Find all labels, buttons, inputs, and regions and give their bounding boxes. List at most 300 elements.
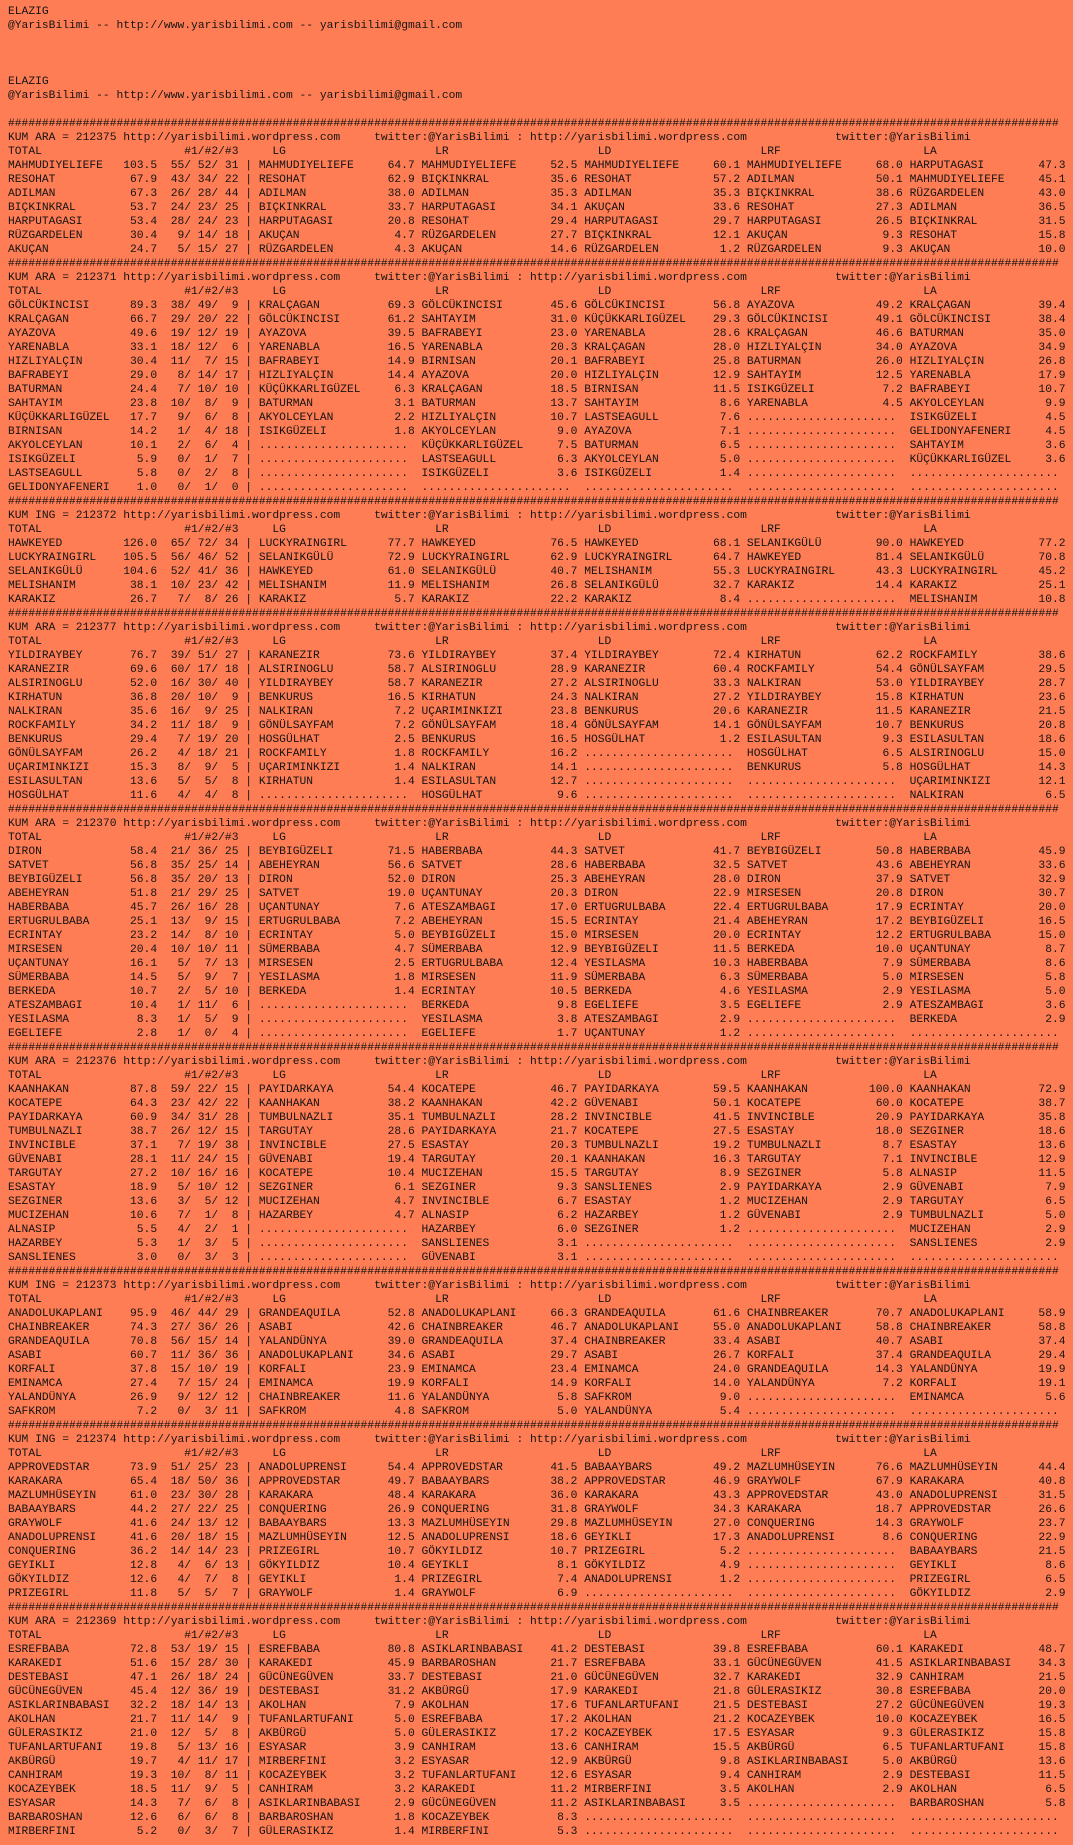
lg-runner-name: ISIKGÜZELI (258, 426, 327, 438)
lrf-runner-name: BIÇKINKRAL (746, 188, 815, 200)
lg-score: 5.0 (394, 930, 415, 942)
lg-score: 33.7 (387, 1672, 415, 1684)
runner-name: ATESZAMBAGI (8, 1000, 83, 1012)
ld-score: 2.9 (719, 1182, 741, 1194)
la-score: 35.8 (1038, 1112, 1066, 1124)
slash (211, 397, 218, 411)
lg-score: 1.8 (394, 1812, 415, 1824)
lg-runner-name: AKYOLCEYLAN (258, 412, 334, 424)
lr-runner-name: ALSIRINOGLU (421, 664, 497, 676)
lg-runner-name: HIZLIYALÇIN (258, 370, 334, 382)
slash (211, 1769, 218, 1783)
slash (211, 1643, 218, 1657)
runner-name: SATVET (8, 860, 49, 872)
column-divider (245, 1573, 252, 1587)
lrf-runner-name: ESILASULTAN (746, 734, 822, 746)
column-divider (245, 1531, 252, 1545)
slash (211, 593, 218, 607)
slash (184, 719, 191, 733)
place-count-3: 25 (224, 202, 239, 214)
la-score: 9.9 (1045, 398, 1066, 410)
slash (184, 1797, 191, 1811)
place-count-3: 23 (224, 1462, 239, 1474)
lg-score: 7.6 (394, 902, 415, 914)
ld-empty-filler: ...................... (584, 1252, 734, 1264)
column-lr: LR (435, 146, 449, 158)
lrf-runner-name: KARAKIZ (746, 580, 795, 592)
place-count-1: 4 (177, 1756, 185, 1768)
lr-score: 26.8 (550, 580, 578, 592)
place-count-3: 24 (224, 1378, 239, 1390)
lr-runner-name: HARPUTAGASI (421, 202, 497, 214)
place-count-1: 9 (177, 230, 185, 242)
lrf-runner-name: YALANDÜNYA (746, 1378, 815, 1390)
place-count-2: 10 (197, 384, 212, 396)
place-count-3: 8 (231, 1812, 239, 1824)
ld-runner-name: ASABI (584, 1350, 619, 1362)
slash (211, 985, 218, 999)
column-divider (245, 1349, 252, 1363)
slash (211, 1671, 218, 1685)
place-count-1: 0 (177, 482, 185, 494)
table-row (8, 1125, 1066, 1139)
lr-runner-name: YESILASMA (421, 1014, 483, 1026)
la-empty-filler: ...................... (909, 1812, 1059, 1824)
slash (211, 229, 218, 243)
runner-name: HIZLIYALÇIN (8, 356, 83, 368)
lr-score: 29.7 (550, 1350, 578, 1362)
slash (211, 1489, 218, 1503)
lr-score: 23.0 (550, 328, 578, 340)
column-lrf: LRF (760, 1294, 781, 1306)
lg-score: 77.7 (387, 538, 415, 550)
ld-score: 61.6 (713, 1308, 741, 1320)
lrf-score: 70.7 (875, 1308, 903, 1320)
lrf-runner-name: ISIKGÜZELI (746, 384, 815, 396)
ld-score: 5.0 (719, 454, 741, 466)
site-url: http://yarisbilimi.wordpress.com (123, 1056, 341, 1068)
lr-runner-name: MAZLUMHÜSEYIN (421, 1518, 510, 1530)
lr-score: 12.6 (550, 1770, 578, 1782)
lg-runner-name: AKBÜRGÜ (258, 1728, 307, 1740)
lrf-score: 5.8 (882, 762, 903, 774)
place-count-3: 14 (224, 860, 239, 872)
slash (184, 1013, 191, 1027)
lr-runner-name: ABEHEYRAN (421, 916, 483, 928)
place-count-3: 28 (224, 1490, 239, 1502)
place-count-1: 24 (170, 202, 185, 214)
lg-runner-name: GEYIKLI (258, 1574, 307, 1586)
column-ld: LD (597, 1630, 612, 1642)
place-count-1: 27 (170, 1322, 185, 1334)
lg-score: 1.8 (394, 972, 415, 984)
table-row (8, 313, 1066, 327)
slash (211, 1685, 218, 1699)
lrf-empty-filler: ...................... (746, 1826, 897, 1838)
lr-runner-name: RÜZGARDELEN (421, 230, 497, 242)
lr-score: 20.3 (550, 342, 578, 354)
slash (184, 1167, 191, 1181)
lr-score: 11.2 (550, 1784, 578, 1796)
place-count-1: 11 (170, 1154, 185, 1166)
lrf-runner-name: HARPUTAGASI (746, 216, 822, 228)
column-header-line (8, 831, 1066, 845)
column-divider (245, 593, 252, 607)
lr-runner-name: YALANDÜNYA (421, 1392, 490, 1404)
slash (211, 1237, 218, 1251)
lrf-runner-name: EGELIEFE (746, 1000, 802, 1012)
lrf-runner-name: PAYIDARKAYA (746, 1182, 822, 1194)
slash (184, 1489, 191, 1503)
slash (184, 789, 191, 803)
place-count-1: 39 (170, 650, 185, 662)
lr-runner-name: TUFANLARTUFANI (421, 1770, 517, 1782)
lr-runner-name: MELISHANIM (421, 580, 490, 592)
la-score: 40.8 (1038, 1476, 1066, 1488)
total-score: 12.6 (130, 1812, 158, 1824)
lr-runner-name: ECRINTAY (421, 986, 476, 998)
place-count-3: 8 (231, 776, 239, 788)
slash (211, 341, 218, 355)
total-score: 45.4 (130, 1686, 158, 1698)
place-count-3: 17 (224, 1756, 239, 1768)
lr-runner-name: ADILMAN (421, 188, 469, 200)
ld-score: 21.4 (713, 916, 741, 928)
place-count-2: 20 (197, 314, 212, 326)
place-count-3: 13 (224, 874, 239, 886)
column-la: LA (923, 832, 937, 844)
place-count-3: 25 (224, 1504, 239, 1516)
lr-runner-name: AKUÇAN (421, 244, 463, 256)
ld-score: 27.0 (713, 1518, 741, 1530)
place-count-2: 10 (197, 944, 212, 956)
lr-runner-name: BEYBIGÜZELI (421, 930, 497, 942)
colon-separator (516, 131, 523, 145)
place-count-1: 9 (177, 1392, 185, 1404)
ld-score: 72.4 (713, 650, 741, 662)
lr-runner-name: NALKIRAN (421, 762, 476, 774)
slash (184, 551, 191, 565)
twitter-handle: twitter:@YarisBilimi (835, 818, 971, 830)
la-score: 33.6 (1038, 860, 1066, 872)
slash (211, 1783, 218, 1797)
la-score: 6.5 (1045, 1784, 1066, 1796)
header-title-line (8, 5, 1066, 19)
ld-runner-name: ESREFBABA (584, 1658, 646, 1670)
lg-score: 39.0 (387, 1336, 415, 1348)
lrf-score: 60.1 (875, 1644, 903, 1656)
ld-runner-name: HAWKEYED (584, 538, 639, 550)
la-runner-name: ANADOLUKAPLANI (909, 1308, 1005, 1320)
lrf-runner-name: KARAKEDI (746, 1672, 802, 1684)
place-count-2: 8 (204, 1770, 212, 1782)
slash (211, 957, 218, 971)
la-score: 16.5 (1038, 1714, 1066, 1726)
slash (211, 1251, 218, 1265)
lg-score: 42.6 (387, 1322, 415, 1334)
lg-score: 38.2 (387, 1098, 415, 1110)
slash (211, 1741, 218, 1755)
slash (184, 1811, 191, 1825)
total-score: 14.5 (130, 972, 158, 984)
slash (211, 1797, 218, 1811)
la-runner-name: TARGUTAY (909, 1196, 964, 1208)
lrf-score: 9.3 (882, 1728, 903, 1740)
lrf-runner-name: BATURMAN (746, 356, 802, 368)
lg-runner-name: CHAINBREAKER (258, 1392, 341, 1404)
place-count-1: 23 (170, 1098, 185, 1110)
lr-runner-name: KORFALI (421, 1378, 469, 1390)
lg-runner-name: MUCIZEHAN (258, 1196, 320, 1208)
lrf-runner-name: YILDIRAYBEY (746, 692, 822, 704)
lg-score: 10.7 (387, 1546, 415, 1558)
la-empty-filler: ...................... (909, 1406, 1059, 1418)
la-runner-name: SEZGINER (909, 1126, 964, 1138)
total-score: 23.2 (130, 930, 158, 942)
twitter-handle: twitter:@YarisBilimi (835, 1616, 971, 1628)
lg-runner-name: GÜVENABI (258, 1154, 314, 1166)
lr-runner-name: CHAINBREAKER (421, 1322, 503, 1334)
total-score: 27.2 (130, 1168, 158, 1180)
la-score: 2.9 (1045, 1014, 1066, 1026)
la-runner-name: BEYBIGÜZELI (909, 916, 985, 928)
lr-runner-name: KRALÇAGAN (421, 384, 483, 396)
slash (184, 1349, 191, 1363)
ld-score: 33.4 (713, 1336, 741, 1348)
runner-name: HARPUTAGASI (8, 216, 83, 228)
lr-score: 12.7 (550, 776, 578, 788)
column-lg: LG (272, 286, 286, 298)
table-row (8, 551, 1066, 565)
lr-score: 76.5 (550, 538, 578, 550)
place-count-3: 9 (231, 300, 239, 312)
slash (184, 1083, 191, 1097)
colon-separator (516, 271, 523, 285)
ld-score: 33.1 (713, 1658, 741, 1670)
lg-runner-name: DESTEBASI (258, 1686, 320, 1698)
place-count-3: 9 (231, 1014, 239, 1026)
total-score: 29.0 (130, 370, 158, 382)
slash (211, 1349, 218, 1363)
lrf-score: 37.4 (875, 1350, 903, 1362)
runner-name: ESYASAR (8, 1798, 56, 1810)
column-lg: LG (272, 1630, 286, 1642)
la-score: 5.0 (1045, 986, 1066, 998)
lrf-score: 4.5 (882, 398, 903, 410)
place-count-2: 8 (204, 398, 212, 410)
place-count-1: 10 (170, 1770, 185, 1782)
ld-score: 8.6 (719, 398, 741, 410)
column-divider (245, 1209, 252, 1223)
ld-score: 5.4 (719, 1406, 741, 1418)
la-score: 5.8 (1045, 972, 1066, 984)
place-count-3: 22 (224, 1098, 239, 1110)
column-lg: LG (272, 832, 286, 844)
column-divider (245, 1545, 252, 1559)
table-row (8, 1181, 1066, 1195)
lrf-score: 18.0 (875, 1126, 903, 1138)
column-lr: LR (435, 636, 449, 648)
lrf-runner-name: AKOLHAN (746, 1784, 795, 1796)
lg-score: 5.0 (394, 1728, 415, 1740)
table-row (8, 789, 1066, 803)
lrf-runner-name: ASIKLARINBABASI (746, 1756, 849, 1768)
total-score: 41.6 (130, 1518, 158, 1530)
place-count-3: 18 (224, 230, 239, 242)
column-total: TOTAL (8, 1448, 42, 1460)
place-count-2: 25 (197, 860, 212, 872)
place-count-3: 7 (231, 972, 239, 984)
ld-runner-name: ADILMAN (584, 188, 632, 200)
table-row (8, 915, 1066, 929)
runner-name: TUFANLARTUFANI (8, 1742, 103, 1754)
place-count-3: 22 (224, 314, 239, 326)
column-divider (245, 901, 252, 915)
lrf-runner-name: LUCKYRAINGIRL (746, 566, 836, 578)
lr-score: 45.6 (550, 300, 578, 312)
ld-score: 28.0 (713, 342, 741, 354)
slash (184, 677, 191, 691)
place-count-2: 5 (204, 1014, 212, 1026)
la-score: 3.6 (1045, 440, 1066, 452)
lrf-runner-name: SAHTAYIM (746, 370, 802, 382)
lr-score: 9.6 (557, 790, 578, 802)
lr-score: 29.4 (550, 216, 578, 228)
place-count-3: 40 (224, 678, 239, 690)
la-runner-name: RÜZGARDELEN (909, 188, 985, 200)
lr-score: 3.8 (557, 1014, 578, 1026)
la-runner-name: BARBAROSHAN (909, 1798, 985, 1810)
column-lr: LR (435, 832, 449, 844)
place-count-3: 16 (224, 1168, 239, 1180)
runner-name: KARAKEDI (8, 1658, 63, 1670)
twitter-handle: twitter:@YarisBilimi (835, 510, 971, 522)
ld-runner-name: KARAKIZ (584, 594, 632, 606)
column-divider (245, 425, 252, 439)
place-count-1: 60 (170, 664, 185, 676)
column-divider (245, 1643, 252, 1657)
runner-name: ESREFBABA (8, 1644, 70, 1656)
la-runner-name: GRAYWOLF (909, 1518, 964, 1530)
lr-score: 17.9 (550, 1686, 578, 1698)
la-score: 26.8 (1038, 356, 1066, 368)
place-count-1: 20 (170, 1532, 185, 1544)
place-count-2: 1 (204, 482, 212, 494)
lr-runner-name: INVINCIBLE (421, 1196, 490, 1208)
ld-runner-name: ERTUGRULBABA (584, 902, 666, 914)
lr-score: 5.0 (557, 1406, 578, 1418)
place-count-1: 5 (177, 1588, 185, 1600)
total-score: 52.0 (130, 678, 158, 690)
runner-name: BAFRABEYI (8, 370, 70, 382)
lr-runner-name: GÖLCÜKINCISI (421, 300, 503, 312)
place-count-3: 36 (224, 1350, 239, 1362)
runner-name: ERTUGRULBABA (8, 916, 90, 928)
place-count-1: 11 (170, 356, 185, 368)
slash (211, 1545, 218, 1559)
ld-score: 17.5 (713, 1728, 741, 1740)
lg-runner-name: PAYIDARKAYA (258, 1084, 334, 1096)
lrf-score: 7.2 (882, 384, 903, 396)
runner-name: AYAZOVA (8, 328, 56, 340)
table-row (8, 1223, 1066, 1237)
la-runner-name: BENKURUS (909, 720, 964, 732)
race-label: KUM ARA = 212377 (8, 622, 117, 634)
table-row (8, 1713, 1066, 1727)
race-title-line (8, 817, 1066, 831)
ld-score: 41.7 (713, 846, 741, 858)
slash (211, 1083, 218, 1097)
place-count-1: 6 (177, 1812, 185, 1824)
place-count-1: 11 (170, 1350, 185, 1362)
lg-score: 34.6 (387, 1350, 415, 1362)
lr-score: 6.9 (557, 1588, 578, 1600)
runner-name: HAZARBEY (8, 1238, 63, 1250)
place-count-2: 6 (204, 1798, 212, 1810)
place-count-3: 11 (224, 944, 239, 956)
lg-empty-filler: ...................... (258, 1238, 408, 1250)
header-contact: @YarisBilimi -- http://www.yarisbilimi.com -- yarisbilimi@gmail.com (8, 90, 463, 102)
lr-runner-name: UÇARIMINKIZI (421, 706, 503, 718)
runner-name: UÇANTUNAY (8, 958, 70, 970)
lg-runner-name: SELANIKGÜLÜ (258, 552, 334, 564)
slash (184, 299, 191, 313)
lg-empty-filler: ...................... (258, 1224, 408, 1236)
lr-runner-name: BIRNISAN (421, 356, 476, 368)
table-row (8, 999, 1066, 1013)
ld-score: 8.4 (719, 594, 741, 606)
lg-score: 58.7 (387, 664, 415, 676)
lg-runner-name: GÖKYILDIZ (258, 1560, 320, 1572)
slash (184, 159, 191, 173)
lrf-score: 6.5 (882, 748, 903, 760)
place-count-2: 25 (197, 1462, 212, 1474)
ld-runner-name: SÜMERBABA (584, 972, 646, 984)
lr-score: 18.4 (550, 720, 578, 732)
lrf-empty-filler: ...................... (746, 1574, 897, 1586)
twitter-handle: twitter:@YarisBilimi (835, 622, 971, 634)
table-row (8, 1657, 1066, 1671)
lg-runner-name: HARPUTAGASI (258, 216, 334, 228)
place-count-1: 46 (170, 1308, 185, 1320)
lr-score: 17.2 (550, 1714, 578, 1726)
slash (211, 565, 218, 579)
slash (211, 173, 218, 187)
la-score: 16.5 (1038, 916, 1066, 928)
separator-line (8, 607, 1066, 621)
ld-runner-name: ALSIRINOGLU (584, 678, 659, 690)
total-score: 41.6 (130, 1532, 158, 1544)
ld-score: 6.3 (719, 972, 741, 984)
column-divider (245, 579, 252, 593)
la-runner-name: NALKIRAN (909, 790, 964, 802)
lrf-empty-filler: ...................... (746, 1812, 897, 1824)
twitter-handle: twitter:@YarisBilimi (374, 1616, 510, 1628)
runner-name: MAHMUDIYELIEFE (8, 160, 103, 172)
slash (211, 201, 218, 215)
runner-name: AKYOLCEYLAN (8, 440, 83, 452)
lr-runner-name: ISIKGÜZELI (421, 468, 490, 480)
column-lrf: LRF (760, 1630, 781, 1642)
place-count-2: 22 (197, 1084, 212, 1096)
lr-score: 5.3 (557, 1826, 578, 1838)
la-runner-name: KARANEZIR (909, 706, 971, 718)
place-count-1: 0 (177, 1826, 185, 1838)
place-count-2: 2 (204, 1224, 212, 1236)
lr-runner-name: SAHTAYIM (421, 314, 476, 326)
la-score: 19.9 (1038, 1364, 1066, 1376)
lr-runner-name: SANSLIENES (421, 1238, 490, 1250)
